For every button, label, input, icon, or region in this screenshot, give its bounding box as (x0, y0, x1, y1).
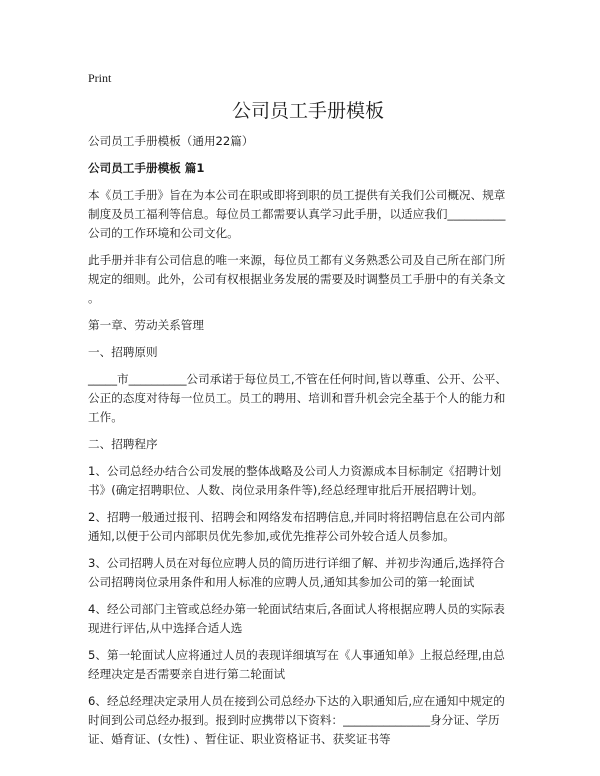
paragraph (88, 692, 528, 749)
paragraph (88, 462, 528, 500)
paragraph (88, 435, 528, 454)
text-line: 1、公司总经办结合公司发展的整体战略及公司人力资源成本目标制定《招聘计划 (88, 464, 502, 478)
section-heading (88, 159, 528, 178)
text-line: 工作。 (88, 410, 123, 424)
text-line: 第一章、劳动关系管理 (88, 318, 204, 332)
text-line: 现进行评估,从中选择合适人选 (88, 621, 243, 635)
text-line: _____市__________公司承诺于每位员工,不管在任何时间,皆以尊重、公开、公平、 (88, 372, 507, 386)
text-line: 证、婚育证、(女性) 、暂住证、职业资格证书、获奖证书等 (88, 732, 391, 746)
text-line: 公司员工手册模板 篇1 (88, 161, 205, 175)
text-line: 3、公司招聘人员在对每位应聘人员的简历进行详细了解、并初步沟通后,选择符合 (88, 556, 505, 570)
text-line: 规定的细则。此外，公司有权根据业务发展的需要及时调整员工手册中的有关条文 (88, 272, 506, 286)
text-line: 时间到公司总经办报到。报到时应携带以下资料：_______________身分证、学历 (88, 713, 500, 727)
text-line: 6、经总经理决定录用人员在接到公司总经办下达的入职通知后,应在通知中规定的 (88, 694, 505, 708)
paragraph (88, 646, 528, 684)
text-line: 经理决定是否需要亲自进行第二轮面试 (88, 667, 286, 681)
paragraph (88, 508, 528, 546)
text-line: 书》(确定招聘职位、人数、岗位录用条件等),经总经理审批后开展招聘计划。 (88, 483, 484, 497)
document-title: 公司员工手册模板 (231, 100, 384, 122)
text-line: 本《员工手册》旨在为本公司在职或即将到职的员工提供有关我们公司概况、规章 (88, 188, 506, 202)
text-line: 公司的工作环境和公司文化。 (88, 226, 239, 240)
document-page (88, 70, 528, 757)
text-line: 一、招聘原则 (88, 345, 158, 359)
text-line: 。 (88, 291, 100, 305)
print-label: Print (88, 71, 112, 85)
text-line: 公司招聘岗位录用条件和用人标准的应聘人员,通知其参加公司的第一轮面试 (88, 575, 475, 589)
paragraph (88, 186, 528, 243)
paragraph (88, 343, 528, 362)
paragraph (88, 316, 528, 335)
paragraph (88, 251, 528, 308)
paragraph (88, 132, 528, 151)
text-line: 制度及员工福利等信息。每位员工都需要认真学习此手册，以适应我们__________ (88, 207, 506, 221)
text-line: 公司员工手册模板（通用22篇） (88, 134, 254, 148)
paragraph (88, 370, 528, 427)
text-line: 二、招聘程序 (88, 437, 158, 451)
document-body (88, 132, 528, 749)
text-line: 通知,以便于公司内部职员优先参加,或优先推荐公司外较合适人员参加。 (88, 529, 455, 543)
text-line: 公正的态度对待每一位员工。员工的聘用、培训和晋升机会完全基于个人的能力和 (88, 391, 506, 405)
text-line: 此手册并非有公司信息的唯一来源，每位员工都有义务熟悉公司及自己所在部门所 (88, 253, 506, 267)
text-line: 2、招聘一般通过报刊、招聘会和网络发布招聘信息,并同时将招聘信息在公司内部 (88, 510, 505, 524)
text-line: 5、第一轮面试人应将通过人员的表现详细填写在《人事通知单》上报总经理,由总 (88, 648, 505, 662)
paragraph (88, 554, 528, 592)
text-line: 4、经公司部门主管或总经办第一轮面试结束后,各面试人将根据应聘人员的实际表 (88, 602, 505, 616)
paragraph (88, 600, 528, 638)
